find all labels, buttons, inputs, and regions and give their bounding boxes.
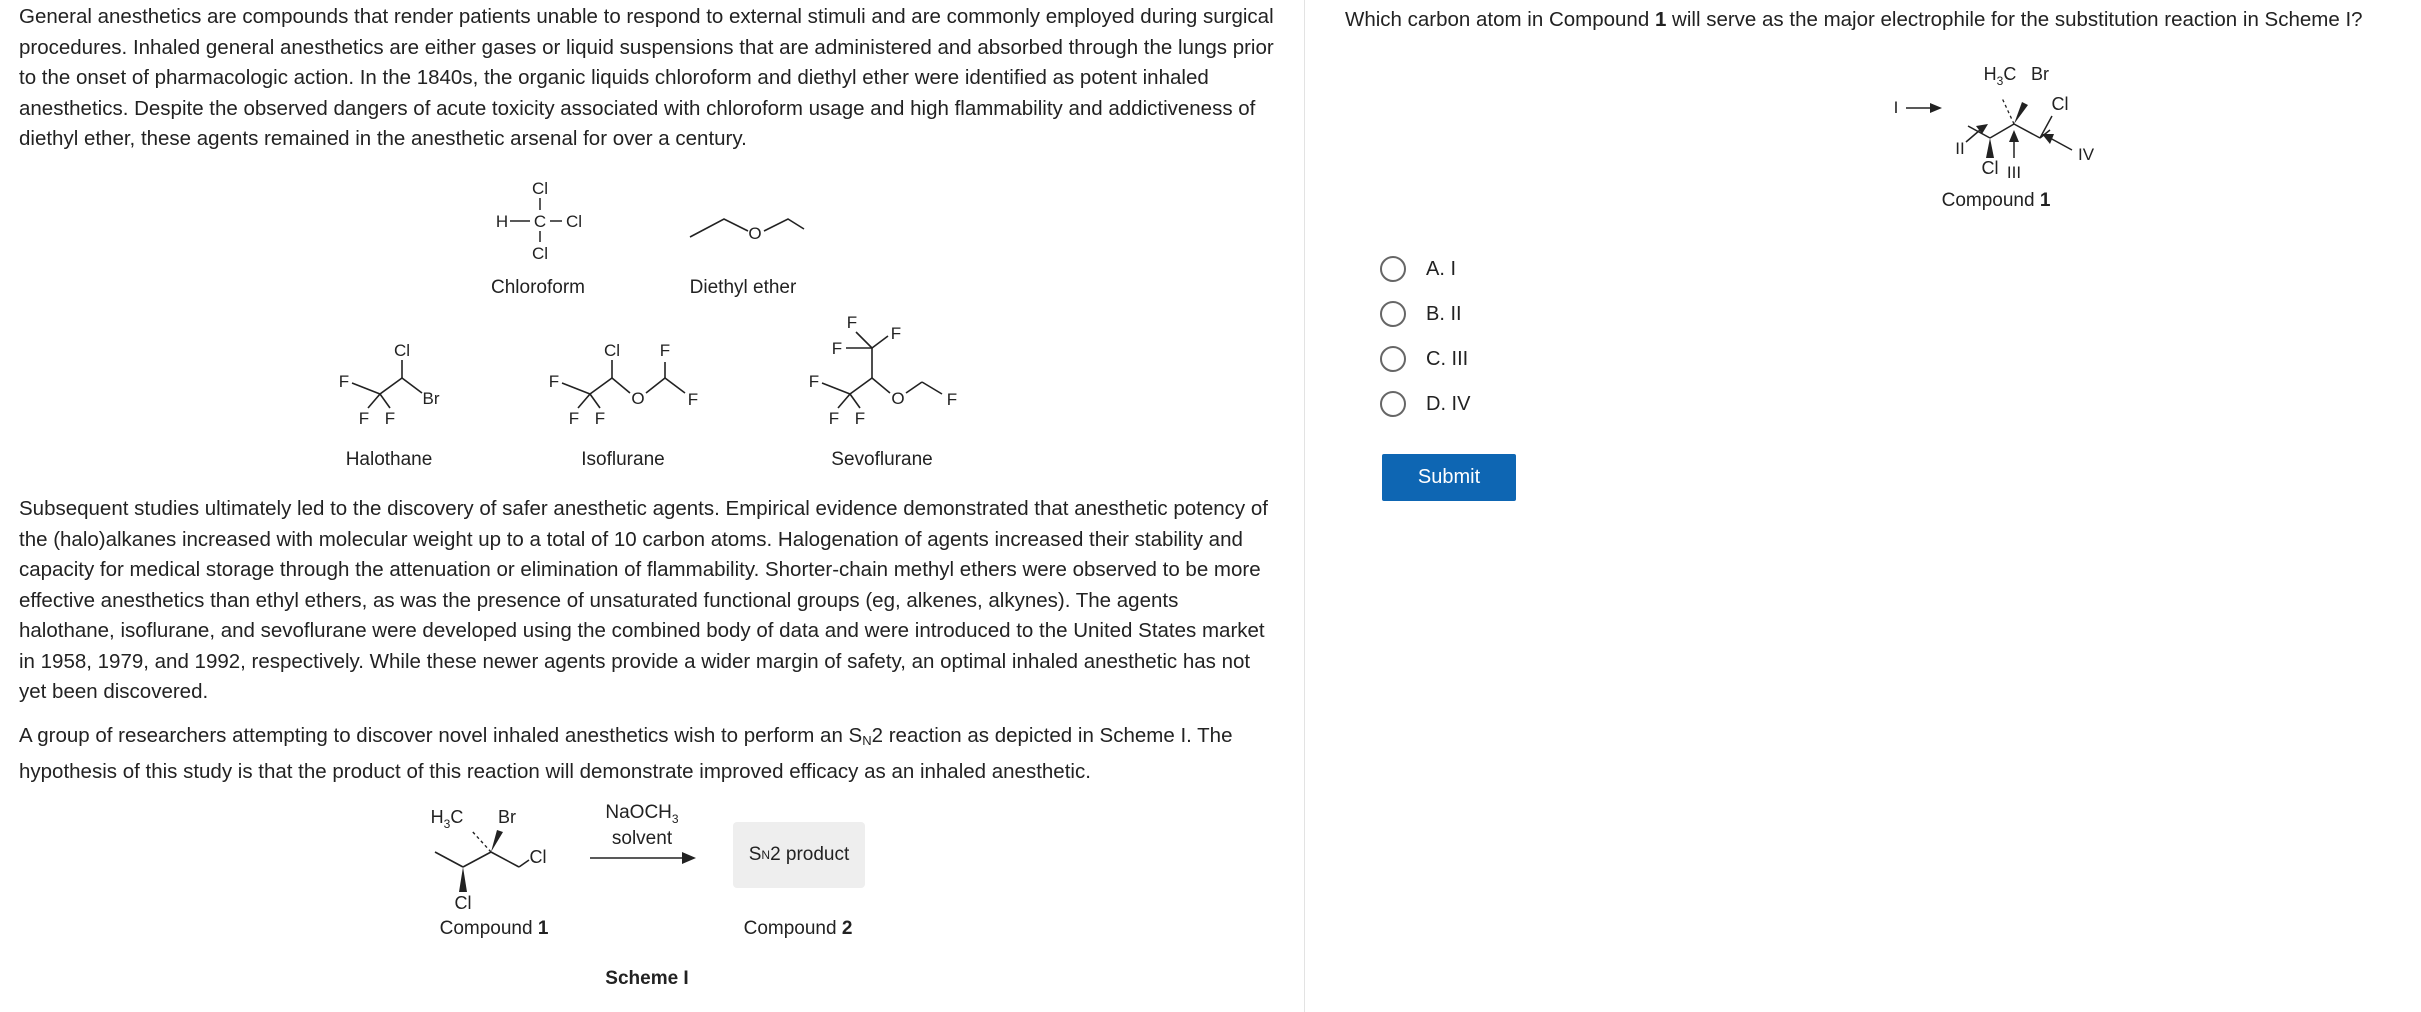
f-atom: F: [594, 409, 606, 428]
isoflurane-label: Isoflurane: [581, 449, 665, 470]
marker-iii: III: [2006, 163, 2022, 182]
cl-atom: Cl: [531, 179, 549, 198]
diethyl-ether-label: Diethyl ether: [689, 277, 797, 298]
f-atom: F: [384, 409, 396, 428]
f-atom: F: [808, 372, 820, 391]
radio-c[interactable]: [1380, 346, 1406, 372]
passage-paragraph-1: General anesthetics are compounds that render patients unable to respond to external stimuli and are commonly employed during surgical procedures. Inhaled general anesthetics are either gases or liquid suspensions that are administered and absorbed through the lungs prior to the onset of pharmacologic action. In the 1840s, the organic liquids chloroform and diethyl ether were identified as potent inhaled anesthetics. Despite the observed dangers of acute toxicity associated with chloroform usage and high flammability and addictiveness of diethyl ether, these agents remained in the anesthetic arsenal for over a century.: [19, 5, 1274, 150]
cl-atom: Cl: [454, 893, 472, 913]
cl-atom: Cl: [603, 341, 621, 360]
passage-paragraph-3: [19, 721, 1279, 787]
cl-atom: Cl: [393, 341, 411, 360]
choice-c-label: C. III: [1426, 347, 1469, 370]
passage-paragraph-2: Subsequent studies ultimately led to the discovery of safer anesthetic agents. Empirical evidence demonstrated that anesthetic potency of the (halo)alkanes increased with molecular weight up to a total of 10 carbon atoms. Halogenation of agents increased their stability and capacity for medical storage through the attenuation or elimination of flammability. Shorter-chain methyl ethers were observed to be more effective anesthetics than ethyl ethers, as was the presence of unsaturated functional groups (eg, alkenes, alkynes). The agents halothane, isoflurane, and sevoflurane were developed using the combined body of data and were introduced to the United States market in 1958, 1979, and 1992, respectively. While these newer agents provide a wider margin of safety, an optimal inhaled anesthetic has not yet been discovered.: [19, 497, 1268, 703]
diethyl-ether-structure: [688, 205, 808, 255]
cl-atom: Cl: [531, 244, 549, 263]
choice-a-label: A. I: [1426, 257, 1457, 280]
reaction-arrow: [588, 848, 698, 868]
f-atom: F: [568, 409, 580, 428]
cl-atom: Cl: [565, 212, 583, 231]
br-atom: Br: [498, 807, 516, 827]
f-atom: F: [548, 372, 560, 391]
marker-i: I: [1893, 98, 1899, 117]
cl-atom: Cl: [2051, 94, 2069, 114]
sevoflurane-label: Sevoflurane: [831, 449, 933, 470]
reagent-label: NaOCH$_3$ solvent: [605, 802, 679, 849]
question-stem: Which carbon atom in Compound 1 will serve as the major electrophile for the substitution reaction in Scheme I?: [1345, 8, 2363, 31]
halothane-label: Halothane: [345, 449, 433, 470]
radio-b[interactable]: [1380, 301, 1406, 327]
svg-text:H3C: $H_3C$: [1983, 64, 2017, 88]
choice-d-label: D. IV: [1426, 392, 1471, 415]
svg-text:H3C: $H_3C$: [430, 807, 464, 831]
scheme-compound-2-label: Compound 2: [743, 918, 853, 939]
scheme-compound-1-label: Compound 1: [439, 918, 549, 939]
f-atom: F: [854, 409, 866, 428]
paragraph-3-text-end: 2 reaction as depicted in Scheme I. The hypothesis of this study is that the product of this reaction will demonstrate improved efficacy as an inhaled anesthetic.: [19, 724, 1233, 783]
choice-a[interactable]: [1380, 253, 1456, 285]
f-atom: F: [338, 372, 350, 391]
chloroform-label: Chloroform: [491, 277, 585, 298]
halothane-structure: [330, 338, 460, 438]
choice-d[interactable]: [1380, 388, 1470, 420]
scheme-compound-1-structure: [425, 800, 575, 912]
c-atom: C: [533, 212, 547, 231]
f-atom: F: [828, 409, 840, 428]
marker-ii: II: [1955, 139, 1965, 158]
br-atom: Br: [422, 389, 440, 408]
question-panel: [1305, 0, 2421, 1012]
f-atom: F: [846, 313, 858, 332]
o-atom: O: [631, 389, 645, 408]
isoflurane-structure: [540, 338, 720, 438]
choice-c[interactable]: [1380, 343, 1468, 375]
o-atom: O: [748, 224, 762, 243]
question-compound-1-structure: [1890, 58, 2100, 186]
question-compound-1-label: Compound 1: [1941, 190, 2051, 211]
br-atom: Br: [2031, 64, 2049, 84]
marker-iv: IV: [2077, 145, 2095, 164]
f-atom: F: [659, 341, 671, 360]
f-atom: F: [946, 390, 958, 409]
paragraph-3-text: A group of researchers attempting to discover novel inhaled anesthetics wish to perform an S: [19, 724, 863, 747]
radio-a[interactable]: [1380, 256, 1406, 282]
scheme-title: Scheme I: [605, 968, 689, 989]
submit-button[interactable]: Submit: [1382, 454, 1516, 501]
f-atom: F: [890, 324, 902, 343]
choice-b-label: B. II: [1426, 302, 1462, 325]
paragraph-3-subscript: N: [862, 733, 872, 748]
radio-d[interactable]: [1380, 391, 1406, 417]
sevoflurane-structure: [800, 310, 970, 438]
f-atom: F: [687, 390, 699, 409]
cl-atom: Cl: [529, 847, 547, 867]
f-atom: F: [831, 339, 843, 358]
o-atom: O: [891, 389, 905, 408]
cl-atom: Cl: [1981, 158, 1999, 178]
choice-b[interactable]: [1380, 298, 1462, 330]
f-atom: F: [358, 409, 370, 428]
h-atom: H: [495, 212, 509, 231]
sn2-product-box: S N 2 product: [733, 822, 865, 888]
chloroform-structure: [490, 178, 590, 268]
